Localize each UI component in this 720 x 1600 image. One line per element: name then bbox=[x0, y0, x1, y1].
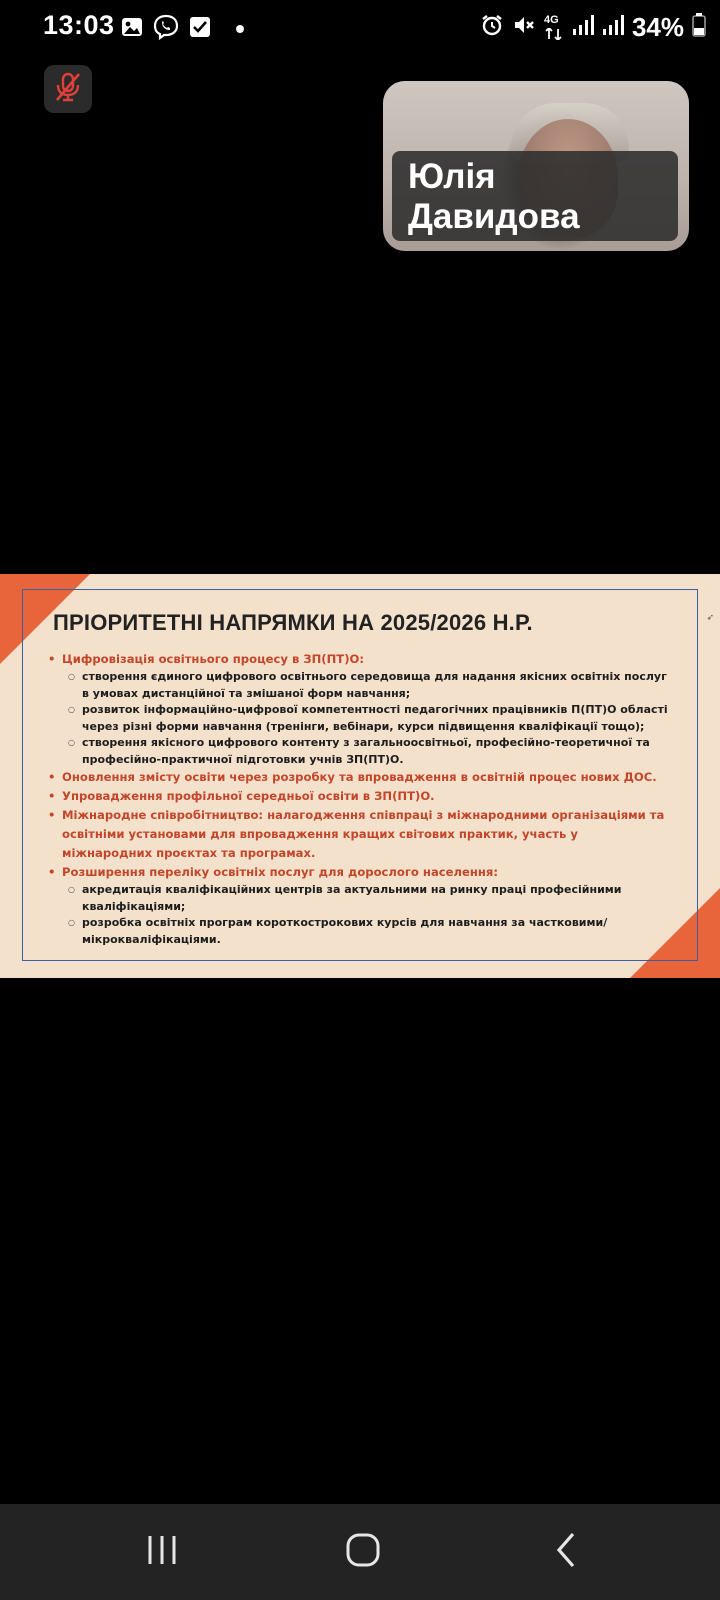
list-item bbox=[48, 768, 668, 787]
status-time: 13:03 bbox=[43, 10, 115, 40]
bullet-text: Розширення переліку освітніх послуг для дорослого населення: bbox=[62, 865, 498, 879]
signal-icon bbox=[572, 14, 594, 41]
pointer-cursor-icon: ➶ bbox=[706, 612, 714, 622]
list-item bbox=[48, 806, 668, 863]
recent-apps-button[interactable] bbox=[132, 1526, 192, 1578]
sub-bullet-list bbox=[62, 669, 668, 768]
bullet-text: Цифровізація освітнього процесу в ЗП(ПТ)О: bbox=[62, 652, 365, 666]
system-icons bbox=[480, 12, 706, 43]
list-item bbox=[48, 650, 668, 768]
sub-list-item: ○ створення якісного цифрового контенту з загальноосвітньої, професійно-теоретичної та професійно-практичної підготовки учнів ЗП(ПТ)О. bbox=[62, 735, 668, 768]
microphone-off-icon bbox=[53, 71, 83, 108]
back-button[interactable] bbox=[536, 1526, 596, 1578]
mute-icon bbox=[512, 13, 536, 42]
sub-list-item: ○ створення єдиного цифрового освітнього середовища для надання якісних освітніх послуг в умовах дистанційної та змішаної форм навчання; bbox=[62, 669, 668, 702]
mute-toggle-button[interactable] bbox=[44, 65, 92, 113]
notification-icons bbox=[121, 14, 245, 45]
viber-icon bbox=[153, 14, 179, 45]
alarm-icon bbox=[480, 13, 504, 42]
bullet-text: Упровадження профільної середньої освіти в ЗП(ПТ)О. bbox=[62, 789, 435, 803]
participant-video-tile[interactable] bbox=[383, 81, 689, 251]
bullet-text: Міжнародне співробітництво: налагодження співпраці з міжнародними організаціями та освітніми установами для впровадження кращих світових практик, участь у міжнародних проєктах та програмах. bbox=[62, 808, 665, 860]
slide-title: ПРІОРИТЕТНІ НАПРЯМКИ НА 2025/2026 Н.Р. bbox=[53, 610, 533, 635]
sub-list-item: ○ розробка освітніх програм короткострокових курсів для навчання за частковими/мікрокваліфікаціями. bbox=[62, 915, 668, 948]
battery-percent: 34% bbox=[631, 12, 684, 42]
network-label: 4G bbox=[543, 13, 559, 26]
sub-list-item: ○ акредитація кваліфікаційних центрів за актуальними на ринку праці професійними кваліфікаціями; bbox=[62, 882, 668, 915]
battery-icon bbox=[692, 13, 706, 42]
sub-bullet-list bbox=[62, 882, 668, 948]
gallery-icon bbox=[121, 17, 143, 42]
dot-icon bbox=[235, 21, 245, 39]
4g-data-icon bbox=[544, 14, 564, 42]
list-item bbox=[48, 863, 668, 948]
bullet-text: Оновлення змісту освіти через розробку та впровадження в освітній процес нових ДОС. bbox=[62, 770, 657, 784]
sub-list-item: ○ розвиток інформаційно-цифрової компетентності педагогічних працівників П(ПТ)О області через різні форми навчання (тренінги, вебінари, курси підвищення кваліфікації тощо); bbox=[62, 702, 668, 735]
back-icon bbox=[552, 1531, 580, 1574]
signal-icon bbox=[602, 14, 624, 41]
home-icon bbox=[345, 1532, 381, 1573]
shared-screen-slide[interactable] bbox=[0, 574, 720, 978]
recent-apps-icon bbox=[145, 1533, 179, 1572]
system-navigation-bar bbox=[0, 1504, 720, 1600]
checkbox-icon bbox=[189, 16, 211, 43]
list-item bbox=[48, 787, 668, 806]
home-button[interactable] bbox=[333, 1526, 393, 1578]
slide-bullet-list bbox=[48, 650, 668, 948]
status-bar bbox=[0, 0, 720, 56]
participant-name-label: Юлія Давидова bbox=[392, 151, 678, 241]
